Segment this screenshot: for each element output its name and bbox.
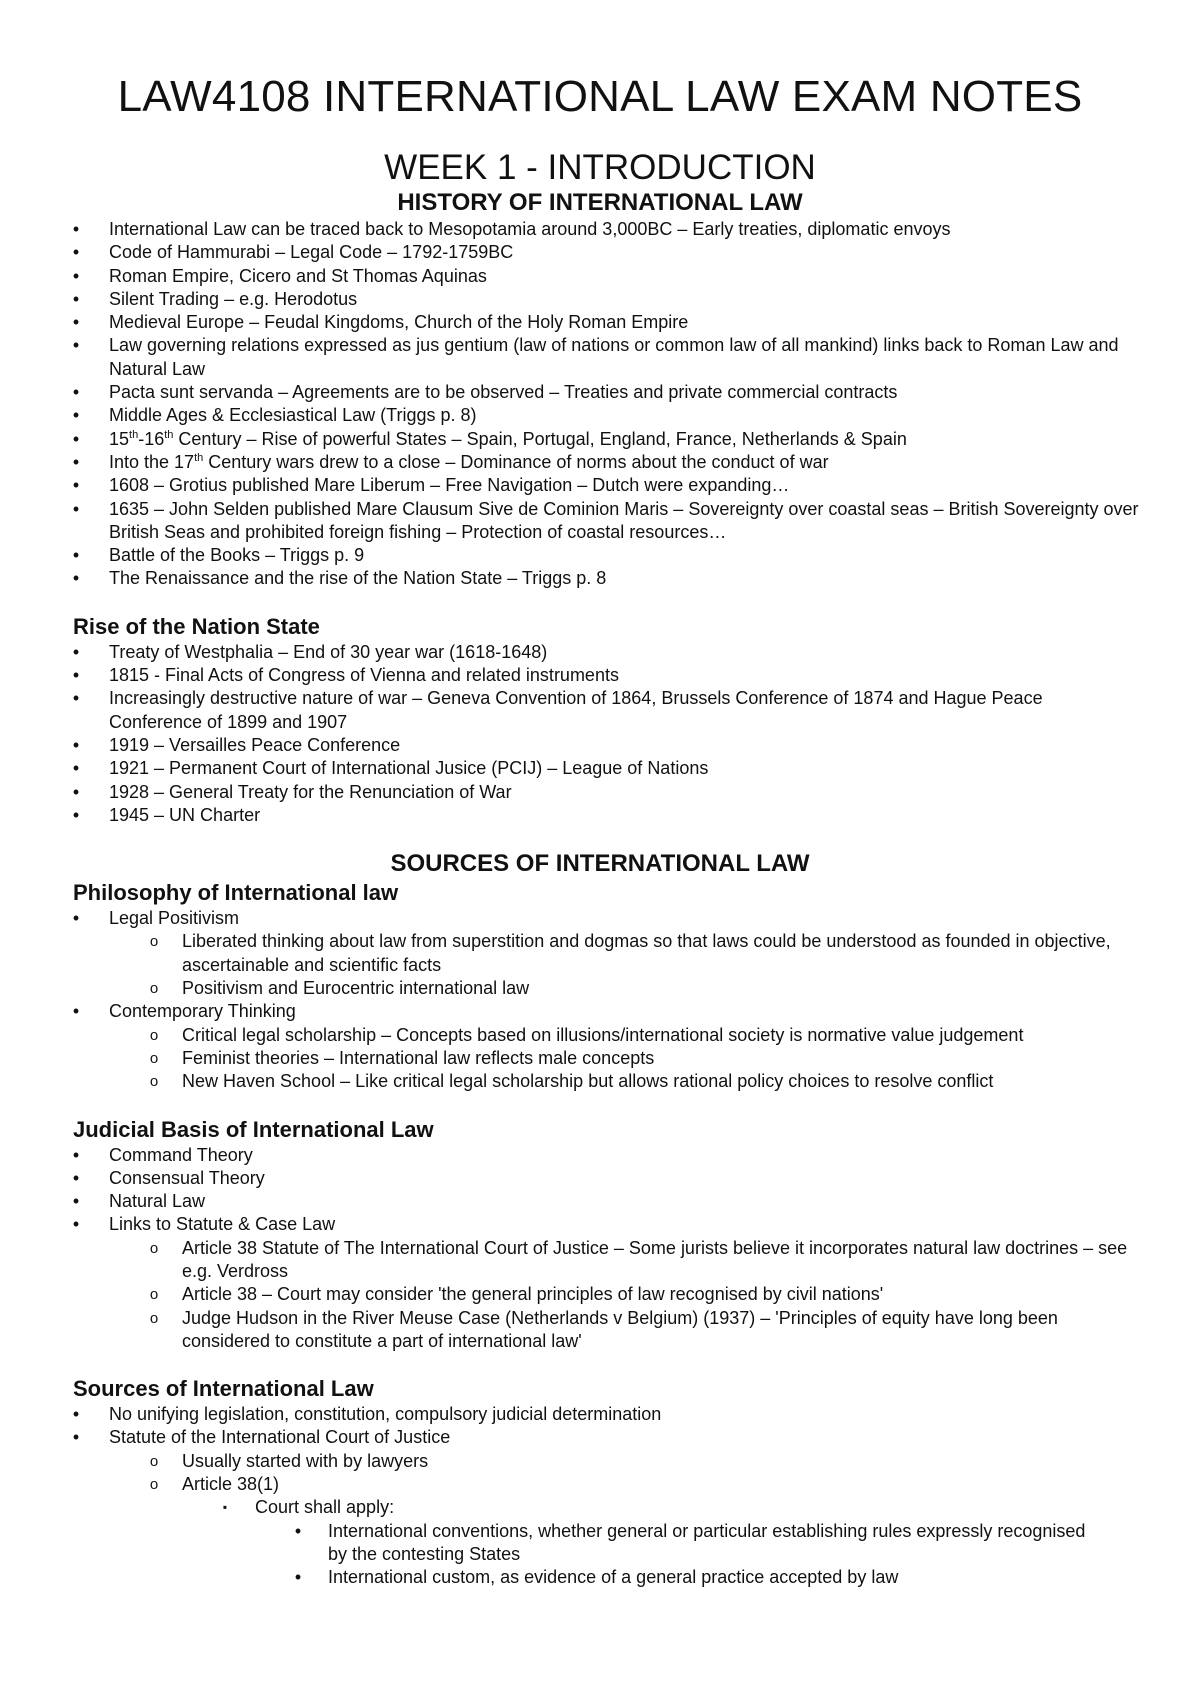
bullet-icon: •	[72, 1214, 80, 1235]
bullet-icon: •	[72, 475, 80, 496]
list-item: • Command Theory	[0, 1144, 1200, 1167]
bullet-icon: •	[72, 451, 80, 472]
sources-list	[0, 1403, 1200, 1589]
bullet-icon: •	[72, 1404, 80, 1425]
list-item: • Into the 17th Century wars drew to a close – Dominance of norms about the conduct of war	[0, 451, 1200, 474]
bullet-icon: •	[72, 1144, 80, 1165]
bullet-icon: •	[72, 804, 80, 825]
list-item: • Contemporary Thinking	[0, 1000, 1200, 1023]
list-item: • 1921 – Permanent Court of International Jusice (PCIJ) – League of Nations	[0, 757, 1200, 780]
list-item: • Legal Positivism	[0, 907, 1200, 930]
list-item: o Critical legal scholarship – Concepts based on illusions/international society is normative value judgement	[0, 1024, 1200, 1047]
document-body	[0, 188, 1200, 1590]
bullet-icon: •	[72, 908, 80, 929]
list-item: o Usually started with by lawyers	[0, 1450, 1200, 1473]
list-item: • 15th-16th Century – Rise of powerful States – Spain, Portugal, England, France, Netherlands & Spain	[0, 428, 1200, 451]
list-item: o Article 38(1)	[0, 1473, 1200, 1496]
bullet-icon: •	[72, 734, 80, 755]
circle-bullet-icon: o	[149, 1049, 159, 1067]
bullet-icon: •	[72, 498, 80, 519]
bullet-icon: •	[72, 265, 80, 286]
list-item: • 1919 – Versailles Peace Conference	[0, 734, 1200, 757]
list-item: o Judge Hudson in the River Meuse Case (Netherlands v Belgium) (1937) – 'Principles of equity have long been considered to constitute a part of international law'	[149, 1307, 1058, 1351]
bullet-icon: •	[72, 568, 80, 589]
list-item: o Article 38 Statute of The International Court of Justice – Some jurists believe it incorporates natural law doctrines – see e.g. Verdross	[149, 1237, 1128, 1281]
square-bullet-icon: ▪	[222, 1500, 228, 1515]
bullet-icon: •	[72, 382, 80, 403]
list-item: • Code of Hammurabi – Legal Code – 1792-1759BC	[0, 241, 1200, 264]
week-heading: WEEK 1 - INTRODUCTION	[384, 148, 816, 187]
list-item: • Roman Empire, Cicero and St Thomas Aquinas	[0, 265, 1200, 288]
circle-bullet-icon: o	[149, 1452, 159, 1470]
list-item: ▪ Court shall apply:	[0, 1496, 1200, 1519]
list-item: • Medieval Europe – Feudal Kingdoms, Church of the Holy Roman Empire	[0, 311, 1200, 334]
bullet-icon: •	[72, 665, 80, 686]
bullet-icon: •	[72, 288, 80, 309]
list-item: • 1635 – John Selden published Mare Clausum Sive de Cominion Maris – Sovereignty over coastal seas – British Sovereignty over British Seas and prohibited foreign fishing – Protection of coastal resources…	[0, 498, 1200, 545]
bullet-icon: •	[72, 688, 80, 709]
philosophy-heading: Philosophy of International law	[73, 880, 399, 906]
list-item: • International custom, as evidence of a general practice accepted by law	[0, 1566, 1200, 1589]
list-item: • 1815 - Final Acts of Congress of Vienna and related instruments	[0, 664, 1200, 687]
bullet-icon: •	[72, 428, 80, 449]
circle-bullet-icon: o	[149, 933, 159, 951]
list-item: • International Law can be traced back to Mesopotamia around 3,000BC – Early treaties, diplomatic envoys	[0, 218, 1200, 241]
list-item: o Liberated thinking about law from superstition and dogmas so that laws could be understood as founded in objective, ascertainable and scientific facts	[149, 931, 1111, 975]
bullet-icon: •	[72, 641, 80, 662]
circle-bullet-icon: o	[149, 980, 159, 998]
bullet-icon: •	[72, 1167, 80, 1188]
bullet-icon: •	[72, 312, 80, 333]
bullet-icon: •	[72, 1191, 80, 1212]
bullet-icon: •	[72, 1427, 80, 1448]
circle-bullet-icon: o	[149, 1026, 159, 1044]
circle-bullet-icon: o	[149, 1286, 159, 1304]
bullet-icon: •	[72, 242, 80, 263]
circle-bullet-icon: o	[149, 1309, 159, 1327]
judicial-heading: Judicial Basis of International Law	[73, 1116, 434, 1142]
list-item: o New Haven School – Like critical legal scholarship but allows rational policy choices to resolve conflict	[0, 1070, 1200, 1093]
history-heading: HISTORY OF INTERNATIONAL LAW	[397, 189, 803, 216]
sources-heading: Sources of International Law	[73, 1376, 374, 1402]
philosophy-list	[0, 907, 1200, 1093]
list-item: • Increasingly destructive nature of war – Geneva Convention of 1864, Brussels Conference of 1874 and Hague Peace Conference of 1899 and 1907	[0, 687, 1200, 734]
list-item: o Positivism and Eurocentric international law	[0, 977, 1200, 1000]
judicial-list	[0, 1144, 1200, 1354]
circle-bullet-icon: o	[149, 1239, 159, 1257]
list-item: • Pacta sunt servanda – Agreements are to be observed – Treaties and private commercial contracts	[0, 381, 1200, 404]
bullet-icon: •	[72, 545, 80, 566]
bullet-icon: •	[294, 1567, 302, 1588]
list-item: o Feminist theories – International law reflects male concepts	[0, 1047, 1200, 1070]
list-item: • Consensual Theory	[0, 1167, 1200, 1190]
list-item: • Silent Trading – e.g. Herodotus	[0, 288, 1200, 311]
list-item: • Links to Statute & Case Law	[0, 1213, 1200, 1236]
list-item: o Article 38 – Court may consider 'the general principles of law recognised by civil nations'	[0, 1283, 1200, 1306]
bullet-icon: •	[294, 1520, 302, 1541]
list-item: • Middle Ages & Ecclesiastical Law (Triggs p. 8)	[0, 404, 1200, 427]
bullet-icon: •	[72, 405, 80, 426]
list-item: • 1608 – Grotius published Mare Liberum – Free Navigation – Dutch were expanding…	[0, 474, 1200, 497]
list-item: • 1945 – UN Charter	[0, 804, 1200, 827]
list-item: • Natural Law	[0, 1190, 1200, 1213]
bullet-icon: •	[72, 781, 80, 802]
list-item: • 1928 – General Treaty for the Renunciation of War	[0, 781, 1200, 804]
bullet-icon: •	[72, 335, 80, 356]
nation-state-heading: Rise of the Nation State	[73, 613, 320, 639]
list-item: • Law governing relations expressed as jus gentium (law of nations or common law of all mankind) links back to Roman Law and Natural Law	[0, 334, 1200, 381]
sources-main-heading: SOURCES OF INTERNATIONAL LAW	[390, 850, 810, 878]
list-item: • Statute of the International Court of Justice	[0, 1426, 1200, 1449]
circle-bullet-icon: o	[149, 1073, 159, 1091]
history-list	[0, 218, 1200, 591]
list-item: • Treaty of Westphalia – End of 30 year war (1618-1648)	[0, 641, 1200, 664]
nation-state-list	[0, 641, 1200, 827]
list-item: • International conventions, whether general or particular establishing rules expressly recognised by the contesting States	[0, 1520, 1200, 1567]
document-title: LAW4108 INTERNATIONAL LAW EXAM NOTES	[117, 72, 1083, 121]
list-item: • No unifying legislation, constitution, compulsory judicial determination	[0, 1403, 1200, 1426]
bullet-icon: •	[72, 219, 80, 239]
list-item: • The Renaissance and the rise of the Nation State – Triggs p. 8	[0, 567, 1200, 590]
bullet-icon: •	[72, 1001, 80, 1022]
bullet-icon: •	[72, 758, 80, 779]
list-item: • Battle of the Books – Triggs p. 9	[0, 544, 1200, 567]
circle-bullet-icon: o	[149, 1476, 159, 1494]
